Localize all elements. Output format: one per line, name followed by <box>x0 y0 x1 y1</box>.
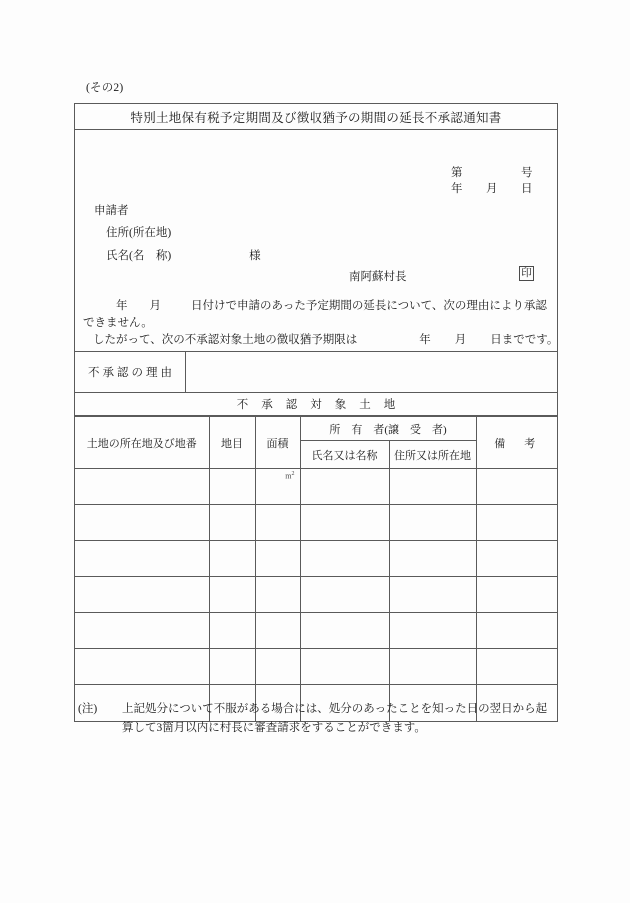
cell-location[interactable] <box>75 505 209 541</box>
cell-land-type[interactable] <box>209 613 255 649</box>
cell-area[interactable] <box>255 541 300 577</box>
cell-area[interactable] <box>255 613 300 649</box>
subject-land-table-body <box>75 469 557 721</box>
deadline-year-label: 年 <box>419 334 431 346</box>
issuer-row <box>75 268 557 288</box>
notice-paragraph-2-text: したがって、次の不承認対象土地の徴収猶予期限は <box>93 334 358 346</box>
cell-location[interactable] <box>75 541 209 577</box>
subject-land-banner <box>75 393 557 416</box>
form-title-row <box>75 104 557 130</box>
cell-area[interactable] <box>255 469 300 505</box>
area-unit-label: $m^2$ <box>285 471 295 481</box>
disapproval-reason-row <box>75 352 557 393</box>
cell-location[interactable] <box>75 649 209 685</box>
cell-area[interactable] <box>255 649 300 685</box>
col-header-owner-name: 氏名又は名称 <box>300 441 389 469</box>
number-label: 第 <box>451 167 463 179</box>
table-row <box>75 649 557 685</box>
cell-owner-name[interactable] <box>300 577 389 613</box>
notice-paragraph-1-text: 日付けで申請のあった予定期間の延長について、次の理由により承認できません。 <box>83 300 547 329</box>
footnote <box>78 700 570 738</box>
subject-land-table <box>75 416 557 721</box>
subject-land-banner-text: 不承認対象土地 <box>236 399 409 411</box>
cell-owner-address[interactable] <box>389 613 476 649</box>
applicant-honorific: 様 <box>249 250 261 262</box>
footnote-marker: (注) <box>78 703 98 715</box>
table-row <box>75 505 557 541</box>
notice-paragraph-2 <box>83 332 559 349</box>
page-title: 特別土地保有税予定期間及び徴収猶予の期間の延長不承認通知書 <box>130 110 502 125</box>
cell-owner-address[interactable] <box>389 469 476 505</box>
deadline-day-label: 日までです。 <box>490 334 559 346</box>
col-header-owner-group: 所 有 者(譲 受 者) <box>300 417 476 441</box>
cell-remarks[interactable] <box>476 469 557 505</box>
issuer-name: 南阿蘇村長 <box>349 271 407 283</box>
cell-owner-name[interactable] <box>300 541 389 577</box>
document-number-line <box>75 164 557 180</box>
cell-remarks[interactable] <box>476 613 557 649</box>
cell-owner-name[interactable] <box>300 469 389 505</box>
table-header-row-1 <box>75 417 557 441</box>
cell-remarks[interactable] <box>476 577 557 613</box>
cell-land-type[interactable] <box>209 649 255 685</box>
cell-owner-name[interactable] <box>300 613 389 649</box>
cell-area[interactable] <box>255 577 300 613</box>
col-header-area: 面積 <box>255 417 300 469</box>
number-unit: 号 <box>521 167 533 179</box>
application-month-label: 月 <box>149 300 161 312</box>
applicant-name-row <box>106 247 261 263</box>
table-row <box>75 613 557 649</box>
cell-owner-name[interactable] <box>300 505 389 541</box>
disapproval-reason-input[interactable] <box>186 352 557 392</box>
seal-stamp-box: 印 <box>519 266 534 281</box>
cell-remarks[interactable] <box>476 649 557 685</box>
col-header-location: 土地の所在地及び地番 <box>75 417 209 469</box>
document-date-line <box>75 180 557 196</box>
table-row <box>75 577 557 613</box>
application-year-label: 年 <box>116 300 128 312</box>
cell-area[interactable] <box>255 505 300 541</box>
footnote-line-1: 上記処分について不服がある場合には、処分のあったことを知った日の翌日から起 <box>122 703 548 715</box>
cell-owner-name[interactable] <box>300 649 389 685</box>
notice-body-block <box>75 130 557 352</box>
disapproval-reason-label: 不承認の理由 <box>88 367 175 379</box>
col-header-remarks: 備 考 <box>476 417 557 469</box>
issue-year-label: 年 <box>451 183 463 195</box>
col-header-land-type: 地目 <box>209 417 255 469</box>
form-number-label: (その2) <box>86 82 124 94</box>
applicant-name-label: 氏名(名 称) <box>106 250 172 262</box>
applicant-heading: 申請者 <box>94 205 129 217</box>
issue-month-label: 月 <box>486 183 498 195</box>
cell-location[interactable] <box>75 577 209 613</box>
table-row <box>75 469 557 505</box>
cell-land-type[interactable] <box>209 541 255 577</box>
cell-land-type[interactable] <box>209 469 255 505</box>
cell-land-type[interactable] <box>209 505 255 541</box>
applicant-address-label: 住所(所在地) <box>106 227 172 239</box>
cell-owner-address[interactable] <box>389 577 476 613</box>
cell-owner-address[interactable] <box>389 505 476 541</box>
notice-form-frame <box>74 103 558 722</box>
cell-remarks[interactable] <box>476 505 557 541</box>
cell-land-type[interactable] <box>209 577 255 613</box>
cell-owner-address[interactable] <box>389 541 476 577</box>
table-row <box>75 541 557 577</box>
cell-location[interactable] <box>75 469 209 505</box>
notice-paragraph-1 <box>83 298 549 332</box>
cell-owner-address[interactable] <box>389 649 476 685</box>
deadline-month-label: 月 <box>454 334 467 346</box>
disapproval-reason-label-cell <box>75 352 186 392</box>
col-header-owner-address: 住所又は所在地 <box>389 441 476 469</box>
footnote-line-2: 算して3箇月以内に村長に審査請求をすることができます。 <box>122 722 426 734</box>
cell-location[interactable] <box>75 613 209 649</box>
issue-day-label: 日 <box>521 183 533 195</box>
cell-remarks[interactable] <box>476 541 557 577</box>
